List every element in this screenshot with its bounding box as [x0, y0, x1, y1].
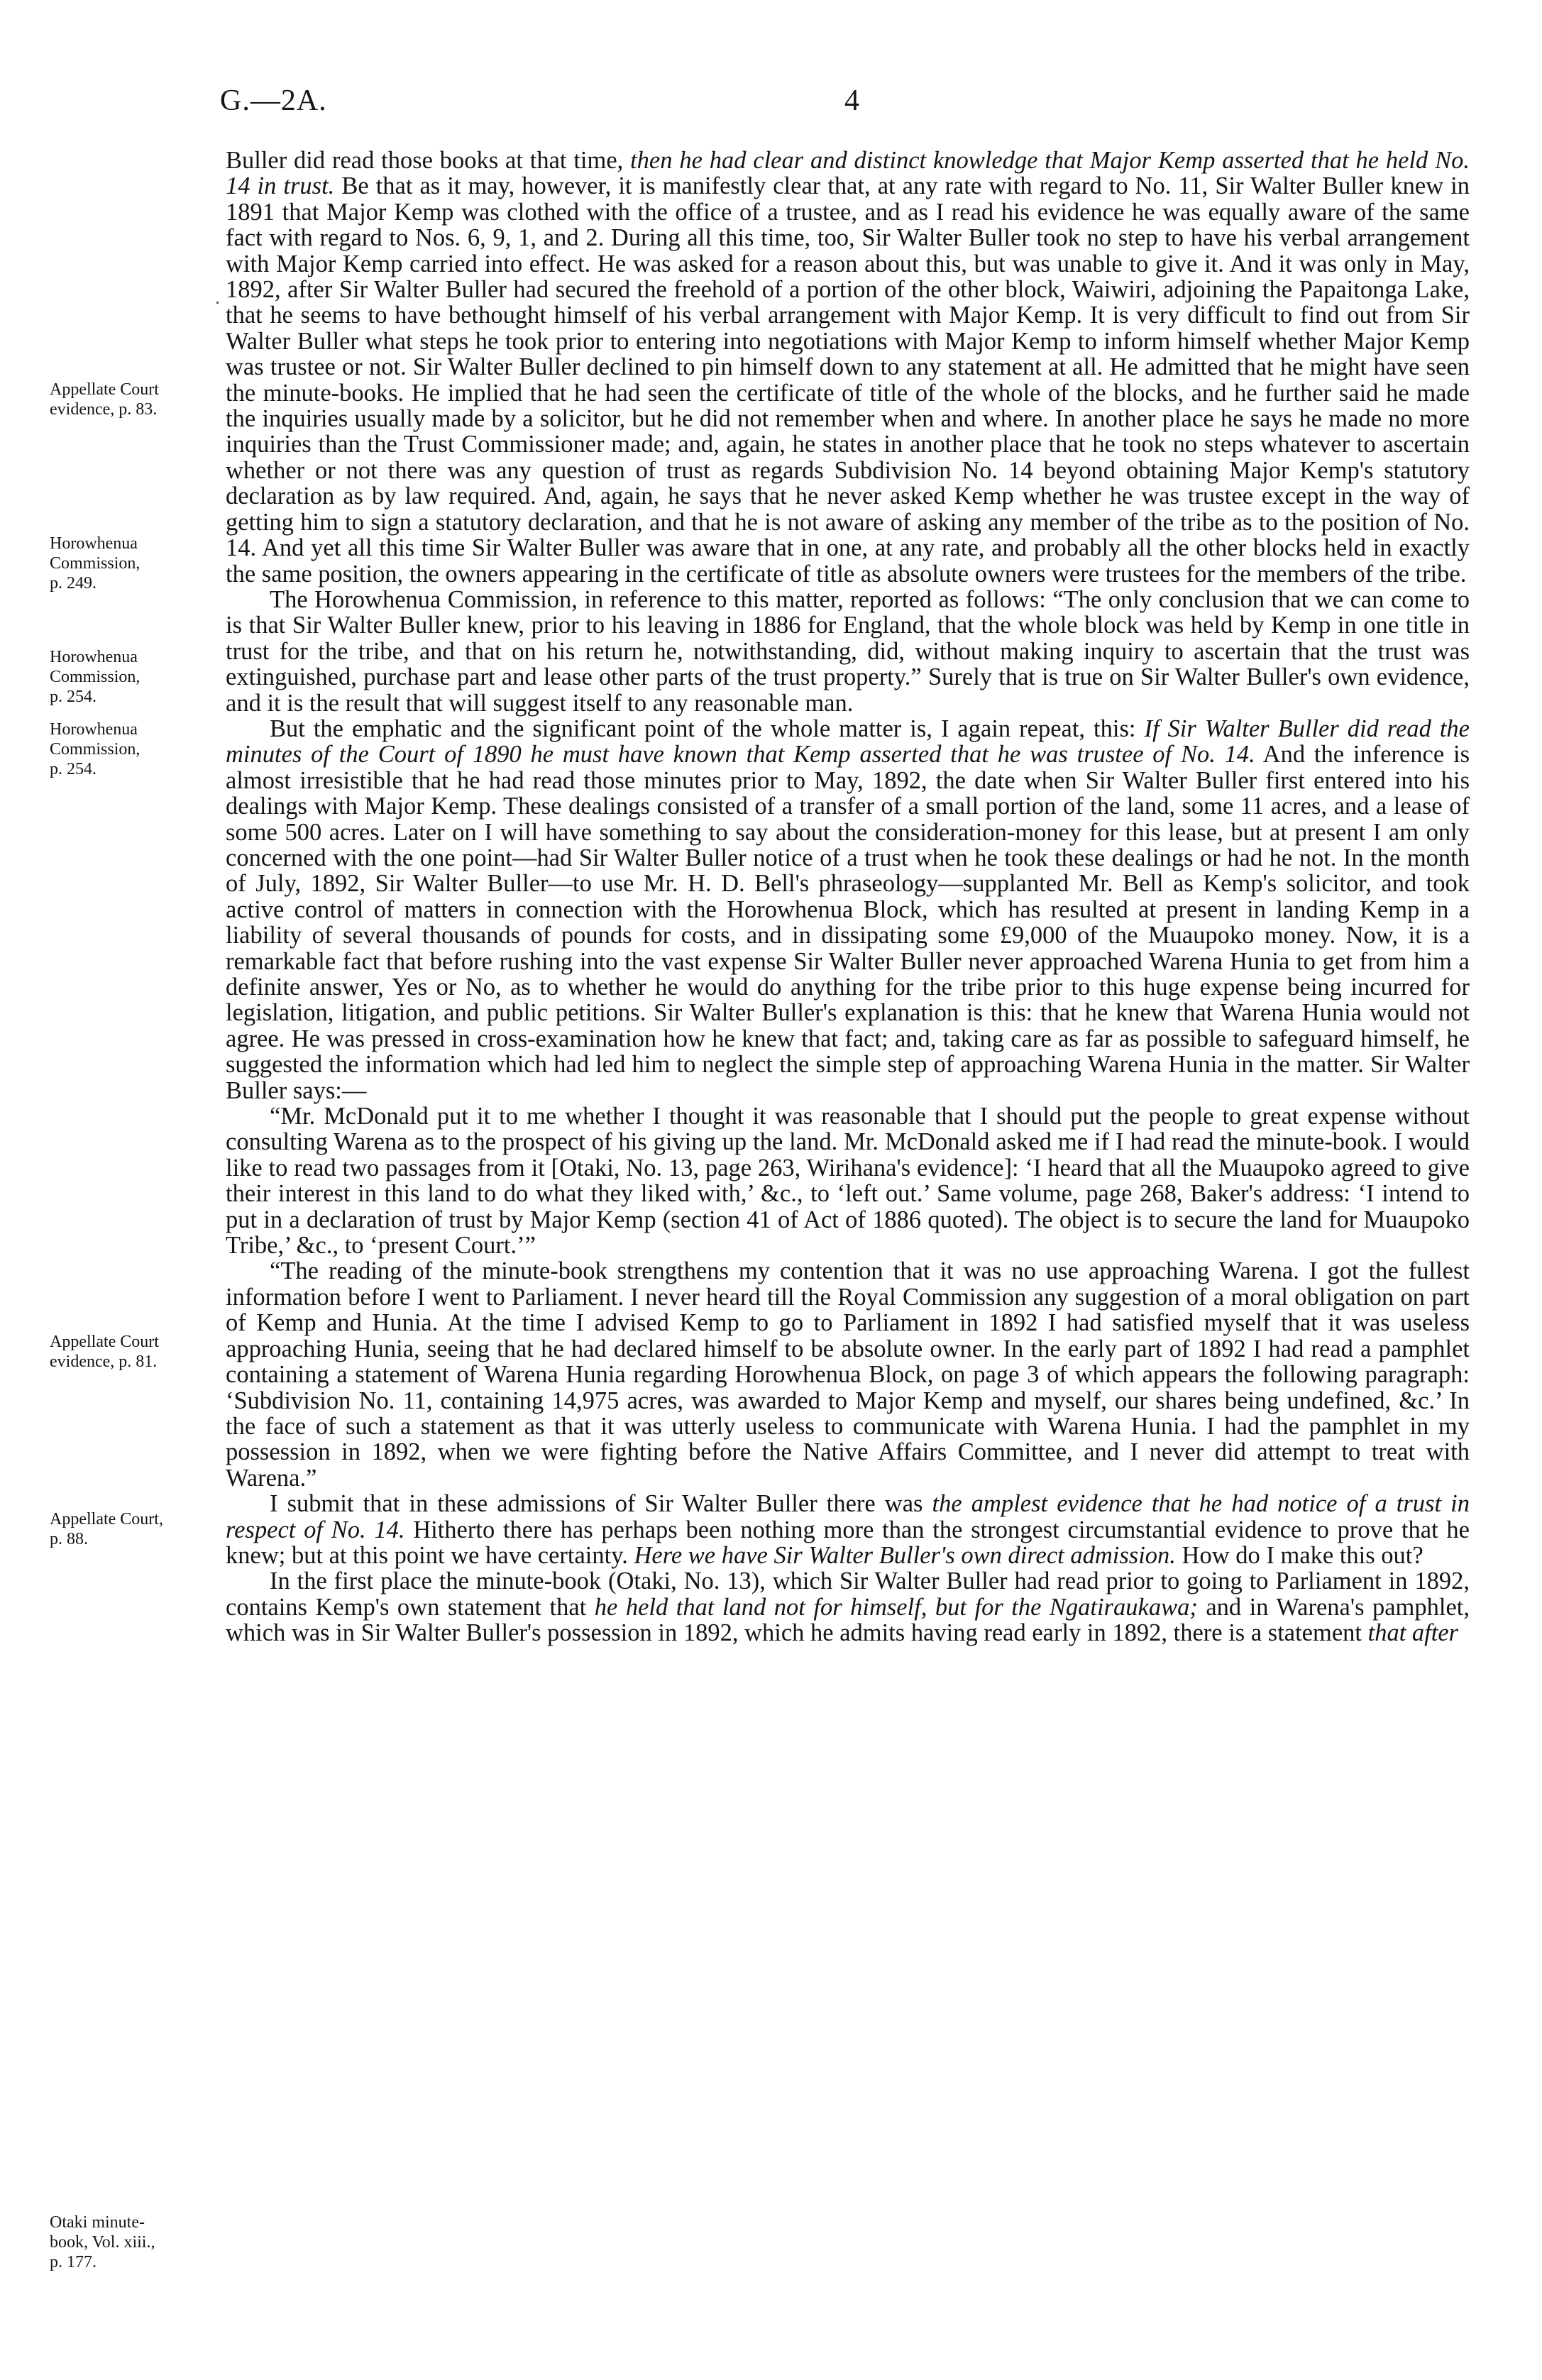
text-run: and in Warena's pamphlet, which was in Sir Walter Buller's possession in 1892, which he admits having read early in 1892, there is a statement: [226, 1593, 1470, 1647]
paragraph: [226, 1258, 1470, 1491]
margin-note: Horowhenua Commission, p. 249.: [50, 534, 141, 593]
margin-note: Appellate Court evidence, p. 81.: [50, 1333, 159, 1371]
paragraph: [226, 716, 1470, 1103]
margin-note: Otaki minute- book, Vol. xiii., p. 177.: [50, 2213, 155, 2271]
italic-text: the amplest evidence that he had notice of a trust in respect of No. 14.: [226, 1490, 1470, 1543]
margin-notes: [50, 0, 227, 2380]
text-run: “The reading of the minute-book strengthens my contention that it was no use approaching Warena. I got the fullest information before I went to Parliament. I never heard till the Royal Commission any suggestion of a moral obligation on part of Kemp and Hunia. At the time I advised Kemp to go to Parliament in 1892 I had satisfied myself that it was useless approaching Hunia, seeing that he had declared himself to be absolute owner. In the early part of 1892 I had read a pamphlet containing a statement of Warena Hunia regarding Horowhenua Block, on page 3 of which appears the following paragraph: ‘Subdivision No. 11, containing 14,975 acres, was awarded to Major Kemp and myself, our shares being undefined, &c.’ In the face of such a statement as that it was utterly useless to communicate with Warena Hunia. I had the pamphlet in my possession in 1892, when we were fighting before the Native Affairs Committee, and I never did attempt to treat with Warena.”: [226, 1257, 1470, 1492]
page-header: [220, 84, 1469, 133]
margin-note: Horowhenua Commission, p. 254.: [50, 720, 141, 778]
text-run: And the inference is almost irresistible that he had read those minutes prior to May, 1892, the date when Sir Walter Buller first entered into his dealings with Major Kemp. These dealings consisted of a transfer of a small portion of the land, some 11 acres, and a lease of some 500 acres. Later on I will have something to say about the consideration-money for this lease, but at present I am only concerned with the one point—had Sir Walter Buller notice of a trust when he took these dealings or had he not. In the month of July, 1892, Sir Walter Buller—to use Mr. H. D. Bell's phraseology—supplanted Mr. Bell as Kemp's solicitor, and took active control of matters in connection with the Horowhenua Block, which has resulted at present in landing Kemp in a liability of several thousands of pounds for costs, and in dissipating some £9,000 of the Muaupoko money. Now, it is a remarkable fact that before rushing into the vast expense Sir Walter Buller never approached Warena Hunia to get from him a definite answer, Yes or No, as to whether he would do anything for the tribe prior to this huge expense being incurred for legislation, litigation, and public petitions. Sir Walter Buller's explanation is this: that he knew that Warena Hunia would not agree. He was pressed in cross-examination how he knew that fact; and, taking care as far as possible to safeguard himself, he suggested the information which had led him to neglect the simple step of approaching Warena Hunia in the matter. Sir Walter Buller says:—: [226, 741, 1470, 1104]
text-run: “Mr. McDonald put it to me whether I thought it was reasonable that I should put the people to great expense without consulting Warena as to the prospect of his giving up the land. Mr. McDonald asked me if I had read the minute-book. I would like to read two passages from it [Otaki, No. 13, page 263, Wirihana's evidence]: ‘I heard that all the Muaupoko agreed to give their interest in this land to do what they liked with,’ &c., to ‘left out.’ Same volume, page 268, Baker's address: ‘I intend to put in a declaration of trust by Major Kemp (section 41 of Act of 1886 quoted). The object is to secure the land for Muaupoko Tribe,’ &c., to ‘present Court.’”: [226, 1103, 1470, 1260]
text-run: Buller did read those books at that time,: [226, 147, 631, 174]
paragraph: [226, 1491, 1470, 1568]
paragraph: [226, 1103, 1470, 1258]
italic-text: that after: [1367, 1619, 1459, 1647]
paragraph: [226, 1568, 1470, 1646]
text-run: I submit that in these admissions of Sir Walter Buller there was: [270, 1490, 932, 1518]
italic-text: If Sir Walter Buller did read the minutes of the Court of 1890 he must have known that Kemp asserted that he was trustee of No. 14.: [226, 715, 1470, 768]
text-run: Be that as it may, however, it is manifestly clear that, at any rate with regard to No. 11, Sir Walter Buller knew in 1891 that Major Kemp was clothed with the office of a trustee, and as I read his evidence he was equally aware of the same fact with regard to Nos. 6, 9, 1, and 2. During all this time, too, Sir Walter Buller took no step to have his verbal arrangement with Major Kemp carried into effect. He was asked for a reason about this, but was unable to give it. And it was only in May, 1892, after Sir Walter Buller had secured the freehold of a portion of the other block, Waiwiri, adjoining the Papaitonga Lake, that he seems to have bethought himself of his verbal arrangement with Major Kemp. It is very difficult to find out from Sir Walter Buller what steps he took prior to entering into negotiations with Major Kemp to inform himself whether Major Kemp was trustee or not. Sir Walter Buller declined to pin himself down to any statement at all. He admitted that he might have seen the minute-books. He implied that he had seen the certificate of title of the whole of the blocks, and he further said he made the inquiries usually made by a solicitor, but he did not remember when and where. In another place he says he made no more inquiries than the Trust Commissioner made; and, again, he states in another place that he took no steps whatever to ascertain whether or not there was any question of trust as regards Subdivision No. 14 beyond obtaining Major Kemp's statutory declaration as by law required. And, again, he says that he never asked Kemp whether he was trustee except in the way of getting him to sign a statutory declaration, and that he is not aware of asking any member of the tribe as to the position of No. 14. And yet all this time Sir Walter Buller was aware that in one, at any rate, and probably all the other blocks held in exactly the same position, the owners appearing in the certificate of title as absolute owners were trustees for the members of the tribe.: [226, 172, 1470, 588]
text-run: But the emphatic and the significant point of the whole matter is, I again repeat, this:: [270, 715, 1145, 742]
margin-note: Horowhenua Commission, p. 254.: [50, 648, 141, 706]
text-run: Hitherto there has perhaps been nothing more than the strongest circumstantial evidence to prove that he knew; but at this point we have certainty.: [226, 1516, 1470, 1569]
paragraph: [226, 148, 1470, 587]
margin-note: Appellate Court, p. 88.: [50, 1510, 163, 1548]
page-number: 4: [844, 84, 859, 117]
text-run: The Horowhenua Commission, in reference to this matter, reported as follows: “The only conclusion that we can come to is that Sir Walter Buller knew, prior to his leaving in 1886 for England, that the whole block was held by Kemp in one title in trust for the tribe, and that on his return he, notwithstanding, did, without making inquiry to ascertain that the trust was extinguished, purchase part and lease other parts of the trust property.” Surely that is true on Sir Walter Buller's own evidence, and it is the result that will suggest itself to any reasonable man.: [226, 585, 1470, 717]
body-text: [226, 148, 1470, 1646]
italic-text: he held that land not for himself, but for the Ngatiraukawa;: [594, 1593, 1198, 1621]
document-reference: G.—2A.: [220, 84, 327, 117]
italic-text: Here we have Sir Walter Buller's own direct admission.: [634, 1541, 1176, 1569]
italic-text: then he had clear and distinct knowledge that Major Kemp asserted that he held No. 14 in trust.: [226, 147, 1470, 200]
text-run: How do I make this out?: [1175, 1541, 1423, 1569]
paragraph: [226, 587, 1470, 716]
margin-note: Appellate Court evidence, p. 83.: [50, 380, 159, 419]
text-run: In the first place the minute-book (Otaki, No. 13), which Sir Walter Buller had read prior to going to Parliament in 1892, contains Kemp's own statement that: [226, 1568, 1470, 1621]
